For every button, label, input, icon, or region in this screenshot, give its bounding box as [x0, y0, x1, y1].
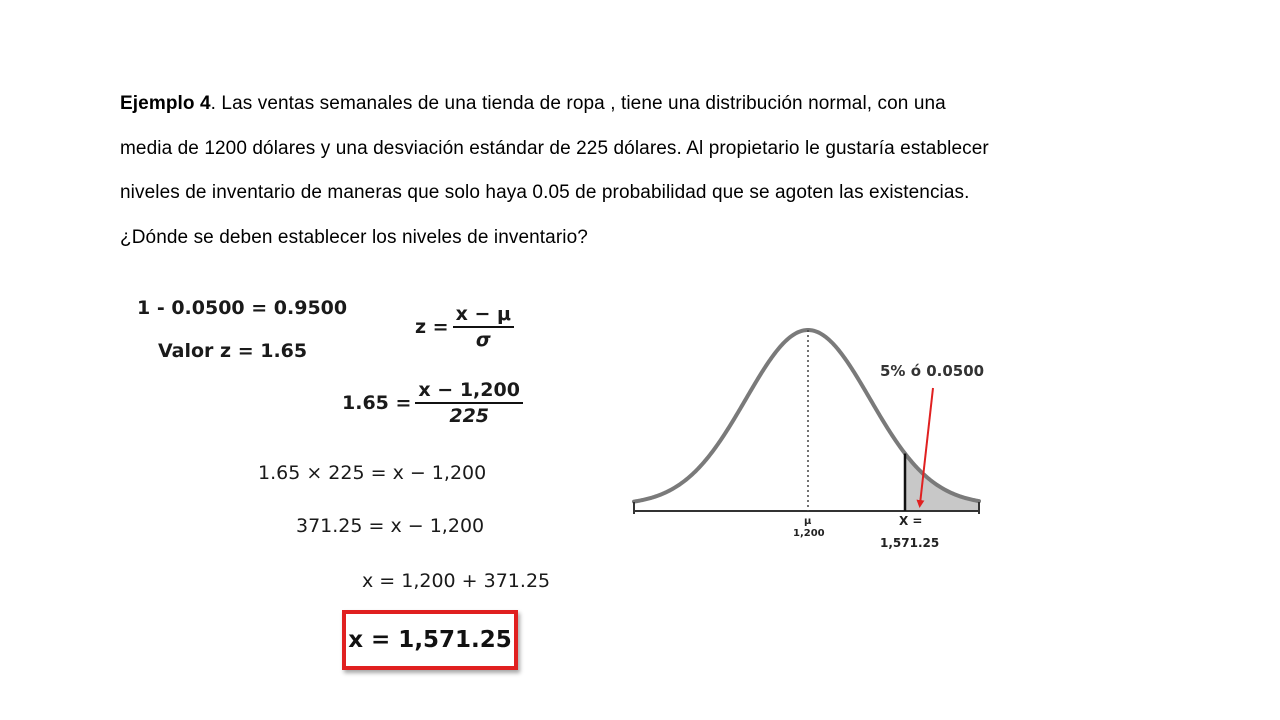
- problem-statement: [120, 82, 1130, 260]
- x-label: X =: [899, 514, 923, 528]
- problem-line-1-text: . Las ventas semanales de una tienda de ropa , tiene una distribución normal, con una: [210, 93, 946, 114]
- z-formula-lhs: z =: [415, 316, 449, 338]
- step-complement: 1 - 0.0500 = 0.9500: [137, 297, 348, 319]
- z-substitution: [342, 378, 523, 428]
- answer-value: x = 1,571.25: [348, 627, 512, 653]
- z-formula-numerator: x − μ: [453, 302, 514, 328]
- mu-value: 1,200: [793, 528, 825, 539]
- example-heading: Ejemplo 4: [120, 93, 211, 114]
- problem-line-2: media de 1200 dólares y una desviación estándar de 225 dólares. Al propietario le gustaría establecer: [120, 137, 989, 159]
- problem-line-4: ¿Dónde se deben establecer los niveles de inventario?: [120, 226, 588, 248]
- x-value: 1,571.25: [880, 536, 940, 550]
- problem-line-1: [120, 82, 1130, 127]
- answer-box: [342, 610, 518, 670]
- bell-curve: [634, 330, 979, 502]
- mu-symbol: μ: [804, 516, 812, 527]
- substitution-fraction: [415, 378, 523, 428]
- problem-line-3: niveles de inventario de maneras que solo haya 0.05 de probabilidad que se agoten las existencias.: [120, 182, 970, 203]
- substitution-denominator: 225: [449, 405, 490, 427]
- z-formula: [415, 302, 514, 352]
- z-formula-fraction: [453, 302, 514, 352]
- step-solve: x = 1,200 + 371.25: [362, 570, 551, 592]
- z-formula-denominator: σ: [475, 329, 491, 351]
- substitution-lhs: 1.65 =: [342, 392, 412, 414]
- step-multiply: 1.65 × 225 = x − 1,200: [258, 462, 487, 484]
- normal-distribution-graph: [620, 300, 990, 530]
- tail-area-shading: [905, 454, 979, 511]
- tail-probability-label: 5% ó 0.0500: [880, 362, 985, 380]
- substitution-numerator: x − 1,200: [415, 378, 523, 404]
- step-simplify: 371.25 = x − 1,200: [296, 515, 485, 537]
- step-z-value: Valor z = 1.65: [158, 340, 308, 362]
